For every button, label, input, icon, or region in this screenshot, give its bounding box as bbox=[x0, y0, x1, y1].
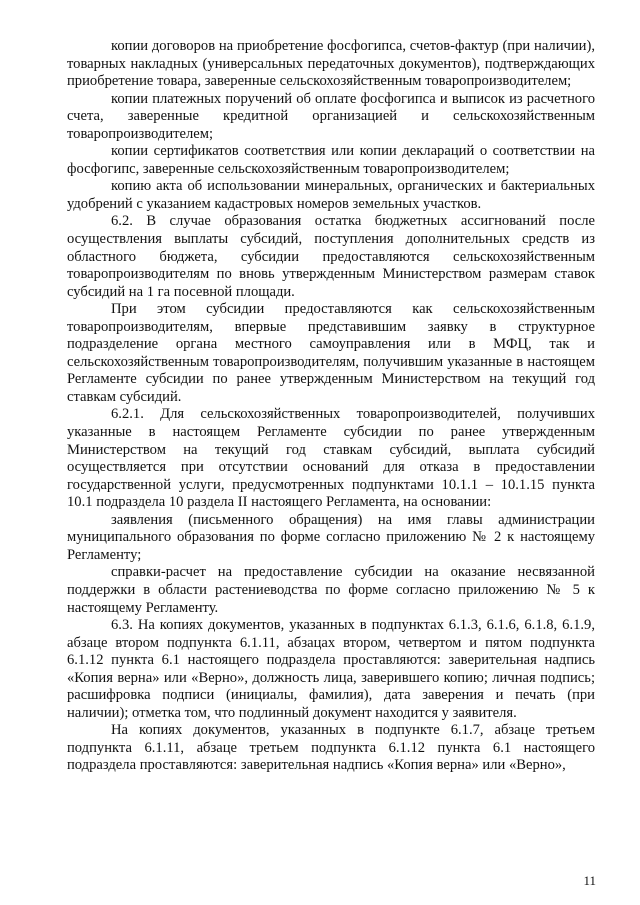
paragraph-1: копии договоров на приобретение фосфогипса, счетов-фактур (при наличии), товарных накладных (универсальных передаточных документов), подтверждающих приобретение товара, заверенные сельскохозяйственным товаропроизводителем; bbox=[67, 38, 595, 90]
paragraph-7: 6.2.1. Для сельскохозяйственных товаропроизводителей, получивших указанные в настоящем Регламенте субсидии по ранее утвержденным Министерством на текущий год ставкам субсидий, выплата субсидий осуществляется при отсутствии оснований для отказа в предоставлении государственной услуги, предусмотренных подпунктами 10.1.1 – 10.1.15 пункта 10.1 подраздела 10 раздела II настоящего Регламента, на основании: bbox=[67, 406, 595, 511]
paragraph-3: копии сертификатов соответствия или копии деклараций о соответствии на фосфогипс, заверенные сельскохозяйственным товаропроизводителем; bbox=[67, 143, 595, 177]
paragraph-4: копию акта об использовании минеральных, органических и бактериальных удобрений с указанием кадастровых номеров земельных участков. bbox=[67, 178, 595, 212]
paragraph-5: 6.2. В случае образования остатка бюджетных ассигнований после осуществления выплаты субсидий, поступления дополнительных средств из областного бюджета, субсидии предоставляются сельскохозяйственным товаропроизводителям по вновь утвержденным Министерством размерам ставок субсидий на 1 га посевной площади. bbox=[67, 213, 595, 300]
paragraph-11: На копиях документов, указанных в подпункте 6.1.7, абзаце третьем подпункта 6.1.11, абзаце третьем подпункта 6.1.12 пункта 6.1 настоящего подраздела проставляются: заверительная надпись «Копия верна» или «Верно», bbox=[67, 722, 595, 774]
paragraph-6: При этом субсидии предоставляются как сельскохозяйственным товаропроизводителям, впервые представившим заявку в структурное подразделение органа местного самоуправления или в МФЦ, так и сельскохозяйственным товаропроизводителям, получившим указанные в настоящем Регламенте субсидии по ранее утвержденным Министерством на текущий год ставкам субсидий. bbox=[67, 301, 595, 405]
paragraph-10: 6.3. На копиях документов, указанных в подпунктах 6.1.3, 6.1.6, 6.1.8, 6.1.9, абзаце втором подпункта 6.1.11, абзацах втором, четвертом и пятом подпункта 6.1.12 пункта 6.1 настоящего подраздела проставляются: заверительная надпись «Копия верна» или «Верно», должность лица, заверившего копию; личная подпись; расшифровка подписи (инициалы, фамилия), дата заверения и печать (при наличии); отметка том, что подлинный документ находится у заявителя. bbox=[67, 617, 595, 721]
page-number: 11 bbox=[583, 873, 596, 888]
paragraph-8: заявления (письменного обращения) на имя главы администрации муниципального образования по форме согласно приложению № 2 к настоящему Регламенту; bbox=[67, 511, 595, 563]
paragraph-2: копии платежных поручений об оплате фосфогипса и выписок из расчетного счета, заверенные кредитной организацией и сельскохозяйственным товаропроизводителем; bbox=[67, 90, 595, 142]
document-page bbox=[67, 38, 595, 775]
paragraph-9: справки-расчет на предоставление субсидии на оказание несвязанной поддержки в области растениеводства по форме согласно приложению № 5 к настоящему Регламенту. bbox=[67, 564, 595, 616]
